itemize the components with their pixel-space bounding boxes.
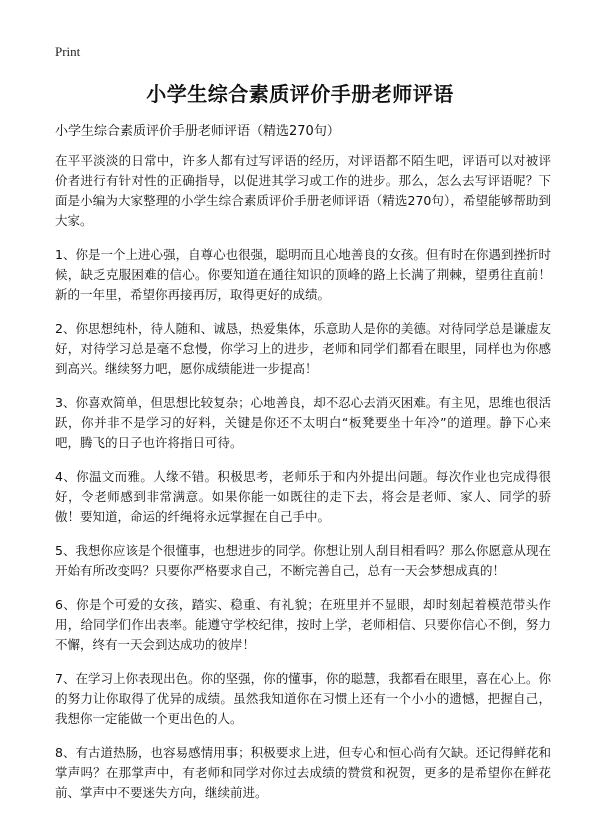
comment-paragraph: 7、在学习上你表现出色。你的坚强，你的懂事，你的聪慧，我都看在眼里，喜在心上。你的努力让你取得了优异的成绩。虽然我知道你在习惯上还有一个小小的遗憾，把握自己，我想你一定能做一个更出色的人。 [55,671,551,726]
comment-paragraph: 2、你思想纯朴，待人随和、诚恳，热爱集体，乐意助人是你的美德。对待同学总是谦虚友好，对待学习总是毫不怠慢，你学习上的进步，老师和同学们都看在眼里，同样也为你感到高兴。继续努力吧，愿你成绩能进一步提高！ [55,321,551,376]
comment-paragraph: 5、我想你应该是个很懂事，也想进步的同学。你想让别人刮目相看吗？那么你愿意从现在开始有所改变吗？只要你严格要求自己，不断完善自己，总有一天会梦想成真的！ [55,543,551,578]
intro-paragraph: 在平平淡淡的日常中，许多人都有过写评语的经历，对评语都不陌生吧，评语可以对被评价者进行有针对性的正确指导，以促进其学习或工作的进步。那么，怎么去写评语呢？下面是小编为大家整理的小学生综合素质评价手册老师评语（精选270句），希望能够帮助到大家。 [55,153,551,228]
comment-paragraph: 3、你喜欢简单，但思想比较复杂；心地善良，却不忍心去消灭困难。有主见，思维也很活跃，你并非不是学习的好料，关键是你还不太明白“板凳要坐十年冷”的道理。静下心来吧，腾飞的日子也许将指日可待。 [55,395,551,450]
article-body [55,151,551,817]
comment-paragraph: 1、你是一个上进心强，自尊心也很强，聪明而且心地善良的女孩。但有时在你遇到挫折时候，缺乏克服困难的信心。你要知道在通往知识的顶峰的路上长满了荆棘，望勇往直前！新的一年里，希望你再接再厉，取得更好的成绩。 [55,247,551,302]
comment-paragraph: 8、有古道热肠，也容易感情用事；积极要求上进，但专心和恒心尚有欠缺。还记得鲜花和掌声吗？在那掌声中，有老师和同学对你过去成绩的赞赏和祝贺，更多的是希望你在鲜花前、掌声中不要迷失方向，继续前进。 [55,745,551,800]
comment-paragraph: 6、你是个可爱的女孩，踏实、稳重、有礼貌；在班里并不显眼，却时刻起着模范带头作用，给同学们作出表率。能遵守学校纪律，按时上学，老师相信、只要你信心不倒，努力不懈，终有一天会到达成功的彼岸！ [55,597,551,652]
page-title: 小学生综合素质评价手册老师评语 [146,82,454,106]
comment-paragraph: 4、你温文而雅。人缘不错。积极思考，老师乐于和内外提出问题。每次作业也完成得很好，令老师感到非常满意。如果你能一如既往的走下去，将会是老师、家人、同学的骄傲！要知道，命运的纤绳将永远掌握在自己手中。 [55,469,551,524]
print-link[interactable]: Print [55,44,81,59]
article-subtitle: 小学生综合素质评价手册老师评语（精选270句） [55,124,340,139]
